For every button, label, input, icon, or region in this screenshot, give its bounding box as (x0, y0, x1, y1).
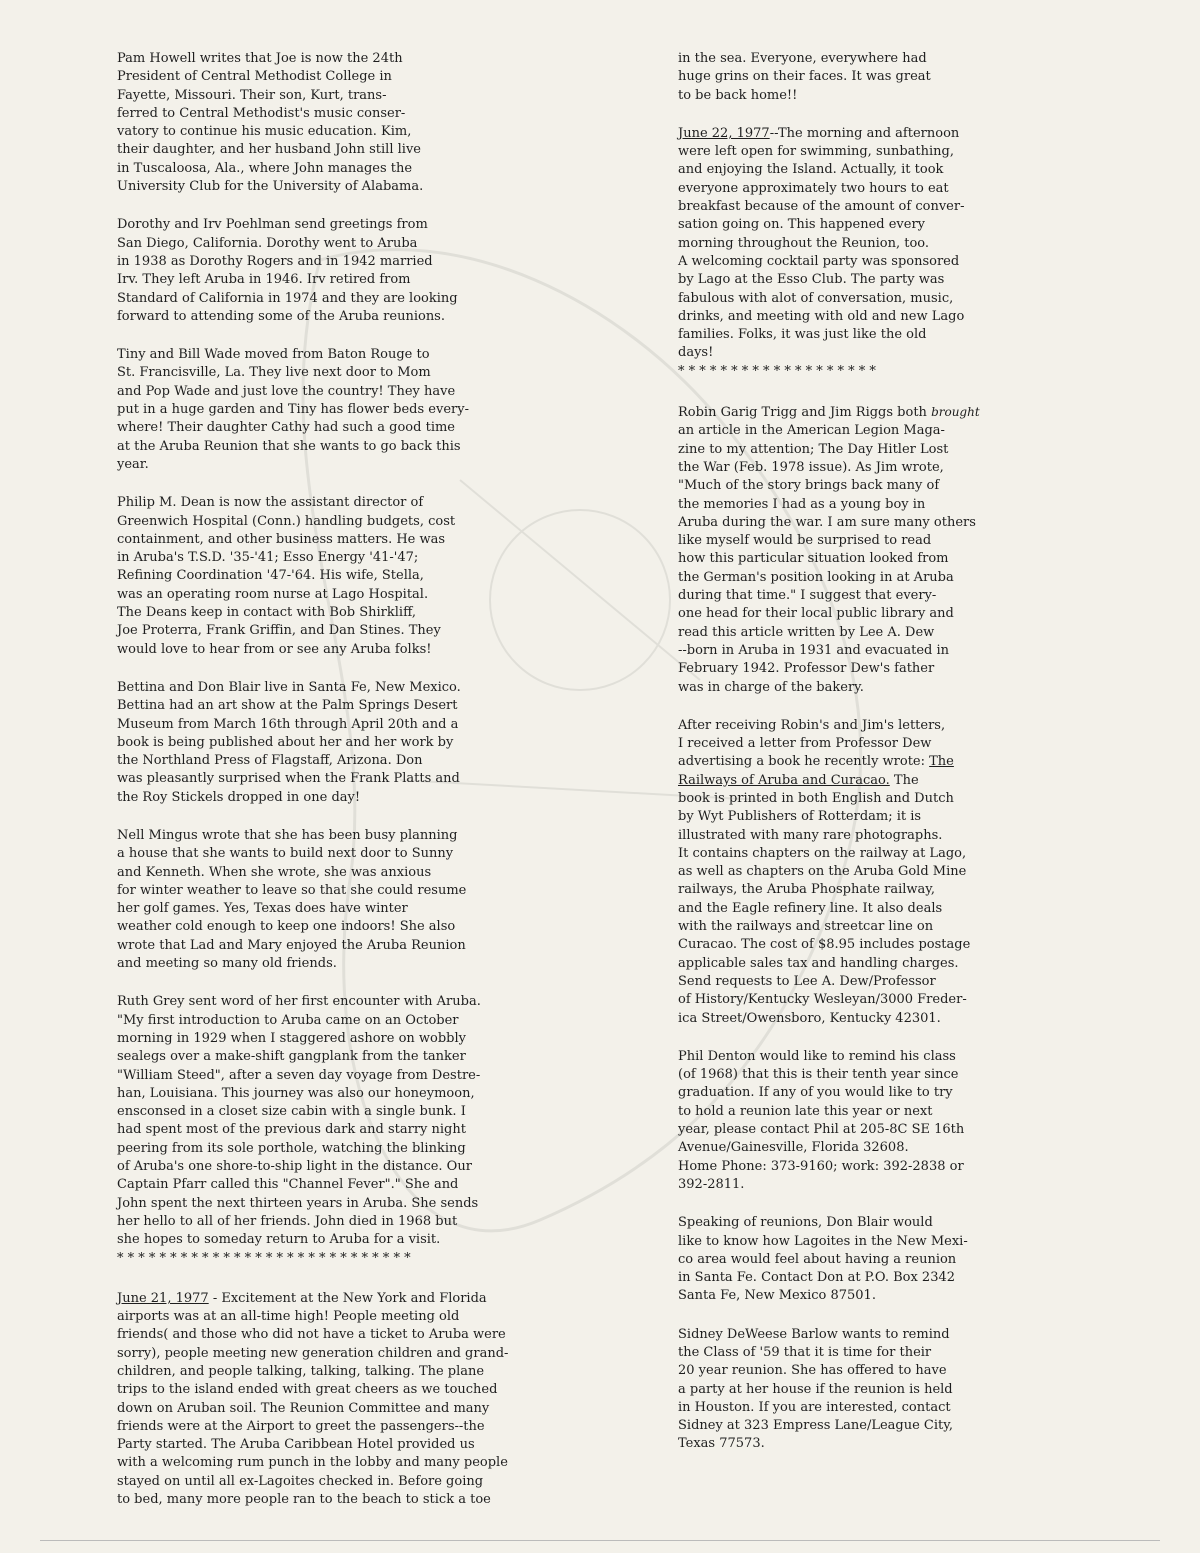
book-title: The Railways of Aruba and Curacao. (678, 754, 954, 788)
trigg-riggs-text: an article in the American Legion Maga- zine to my attention; The Day Hitler Lost the War (Feb. 1978 issue). As Jim wrote, "Much of the story brings back many of the memories I had as a young boy in Aruba during the war. I am sure many others like myself would be surprised to read how this particular situation looked from the German's position looking in at Aruba during that time." I suggest that every- one head for their local public library and read this article written by Lee A. Dew --born in Aruba in 1931 and evacuated in February 1942. Professor Dew's father was in charge of the bakery. (678, 423, 976, 695)
section-divider-right: * * * * * * * * * * * * * * * * * * * (678, 363, 876, 379)
date-june-21: June 21, 1977 (117, 1290, 209, 1306)
date-june-22: June 22, 1977 (678, 125, 770, 141)
article-blair-reunion: Speaking of reunions, Don Blair would like to know how Lagoites in the New Mexi- co area would feel about having a reunion in Santa Fe. Contact Don at P.O. Box 2342 Santa Fe, New Mexico 87501. (678, 1215, 968, 1304)
handwritten-note: brought (931, 405, 980, 420)
dew-book-text: The book is printed in both English and Dutch by Wyt Publishers of Rotterdam; it is illustrated with many rare photographs. It contains chapters on the railway at Lago, as well as chapters on the Aruba Gold Mine railways, the Aruba Phosphate railway, and the Eagle refinery line. It also deals with the railways and streetcar line on Curacao. The cost of $8.95 includes postage applicable sales tax and handling charges. Send requests to Lee A. Dew/Professor of History/Kentucky Wesleyan/3000 Freder- ica Street/Owensboro, Kentucky 42301. (678, 772, 971, 1026)
article-ruth-grey: Ruth Grey sent word of her first encounter with Aruba. "My first introduction to Aruba came on an October morning in 1929 when I staggered ashore on wobbly sealegs over a make-shift gangplank from the tanker "William Steed", after a seven day voyage from Destre- han, Louisiana. This journey was also our honeymoon, ensconsed in a closet size cabin with a single bunk. I had spent most of the previous dark and starry night peering from its sole porthole, watching the blinking of Aruba's one shore-to-ship light in the distance. Our Captain Pfarr called this "Channel Fever"." She and John spent the next thirteen years in Aruba. She sends her hello to all of her friends. John died in 1968 but she hopes to someday return to Aruba for a visit. (117, 994, 481, 1248)
page-bottom-edge (40, 1540, 1160, 1541)
article-mingus: Nell Mingus wrote that she has been busy planning a house that she wants to build next door to Sunny and Kenneth. When she wrote, she was anxious for winter weather to leave so that she could resume her golf games. Yes, Texas does have winter weather cold enough to keep one indoors! She also wrote that Lad and Mary enjoyed the Aruba Reunion and meeting so many old friends. (117, 827, 467, 972)
dew-book-start: After receiving Robin's and Jim's letters, I received a letter from Professor Dew advertising a book he recently wrote: (678, 717, 946, 770)
june-22-text: --The morning and afternoon were left open for swimming, sunbathing, and enjoying the Island. Actually, it took everyone approximately two hours to eat breakfast because of the amount of conver- sation going on. This happened every morning throughout the Reunion, too. A welcoming cocktail party was sponsored by Lago at the Esso Club. The party was fabulous with alot of conversation, music, drinks, and meeting with old and new Lago families. Folks, it was just like the old days! (678, 125, 965, 361)
article-pam-howell: Pam Howell writes that Joe is now the 24th President of Central Methodist College in Fayette, Missouri. Their son, Kurt, trans- ferred to Central Methodist's music conser- vatory to continue his music education. Kim, their daughter, and her husband John still live in Tuscaloosa, Ala., where John manages the University Club for the University of Alabama. (117, 51, 424, 195)
article-denton: Phil Denton would like to remind his class (of 1968) that this is their tenth year since graduation. If any of you would like to try to hold a reunion late this year or next year, please contact Phil at 205-8C SE 16th Avenue/Gainesville, Florida 32608. Home Phone: 373-9160; work: 392-2838 or 392-2811. (678, 1048, 965, 1192)
article-dean: Philip M. Dean is now the assistant director of Greenwich Hospital (Conn.) handling budgets, cost containment, and other business matters. He was in Aruba's T.S.D. '35-'41; Esso Energy '41-'47; Refining Coordination '47-'64. His wife, Stella, was an operating room nurse at Lago Hospital. The Deans keep in contact with Bob Shirkliff, Joe Proterra, Frank Griffin, and Dan Stines. They would love to hear from or see any Aruba folks! (117, 495, 456, 657)
article-dew-book (678, 717, 1108, 1028)
article-trigg-riggs (678, 403, 1108, 697)
right-column (678, 50, 1108, 1474)
section-divider: * * * * * * * * * * * * * * * * * * * * * * * * * * * * (117, 1250, 411, 1266)
article-continuation: in the sea. Everyone, everywhere had huge grins on their faces. It was great to be back home!! (678, 51, 931, 103)
article-barlow: Sidney DeWeese Barlow wants to remind the Class of '59 that it is time for their 20 year reunion. She has offered to have a party at her house if the reunion is held in Houston. If you are interested, contact Sidney at 323 Empress Lane/League City, Texas 77573. (678, 1326, 954, 1452)
trigg-riggs-start: Robin Garig Trigg and Jim Riggs both (678, 405, 932, 421)
article-wade: Tiny and Bill Wade moved from Baton Rouge to St. Francisville, La. They live next door to Mom and Pop Wade and just love the country! They have put in a huge garden and Tiny has flower beds every- where! Their daughter Cathy had such a good time at the Aruba Reunion that she wants to go back this year. (117, 347, 469, 472)
left-column (117, 50, 662, 1529)
article-june-22 (678, 125, 1108, 363)
article-blair: Bettina and Don Blair live in Santa Fe, New Mexico. Bettina had an art show at the Palm Springs Desert Museum from March 16th through April 20th and a book is being published about her and her work by the Northland Press of Flagstaff, Arizona. Don was pleasantly surprised when the Frank Platts and the Roy Stickels dropped in one day! (117, 679, 461, 805)
article-june-21 (117, 1290, 662, 1510)
article-poehlman: Dorothy and Irv Poehlman send greetings from San Diego, California. Dorothy went to Aruba in 1938 as Dorothy Rogers and in 1942 married Irv. They left Aruba in 1946. Irv retired from Standard of California in 1974 and they are looking forward to attending some of the Aruba reunions. (117, 217, 458, 324)
june-21-text: - Excitement at the New York and Florida airports was at an all-time high! People meeting old friends( and those who did not have a ticket to Aruba were sorry), people meeting new generation children and grand- children, and people talking, talking, talking. The plane trips to the island ended with great cheers as we touched down on Aruban soil. The Reunion Committee and many friends were at the Airport to greet the passengers--the Party started. The Aruba Caribbean Hotel provided us with a welcoming rum punch in the lobby and many people stayed on until all ex-Lagoites checked in. Before going to bed, many more people ran to the beach to stick a toe (117, 1290, 509, 1508)
